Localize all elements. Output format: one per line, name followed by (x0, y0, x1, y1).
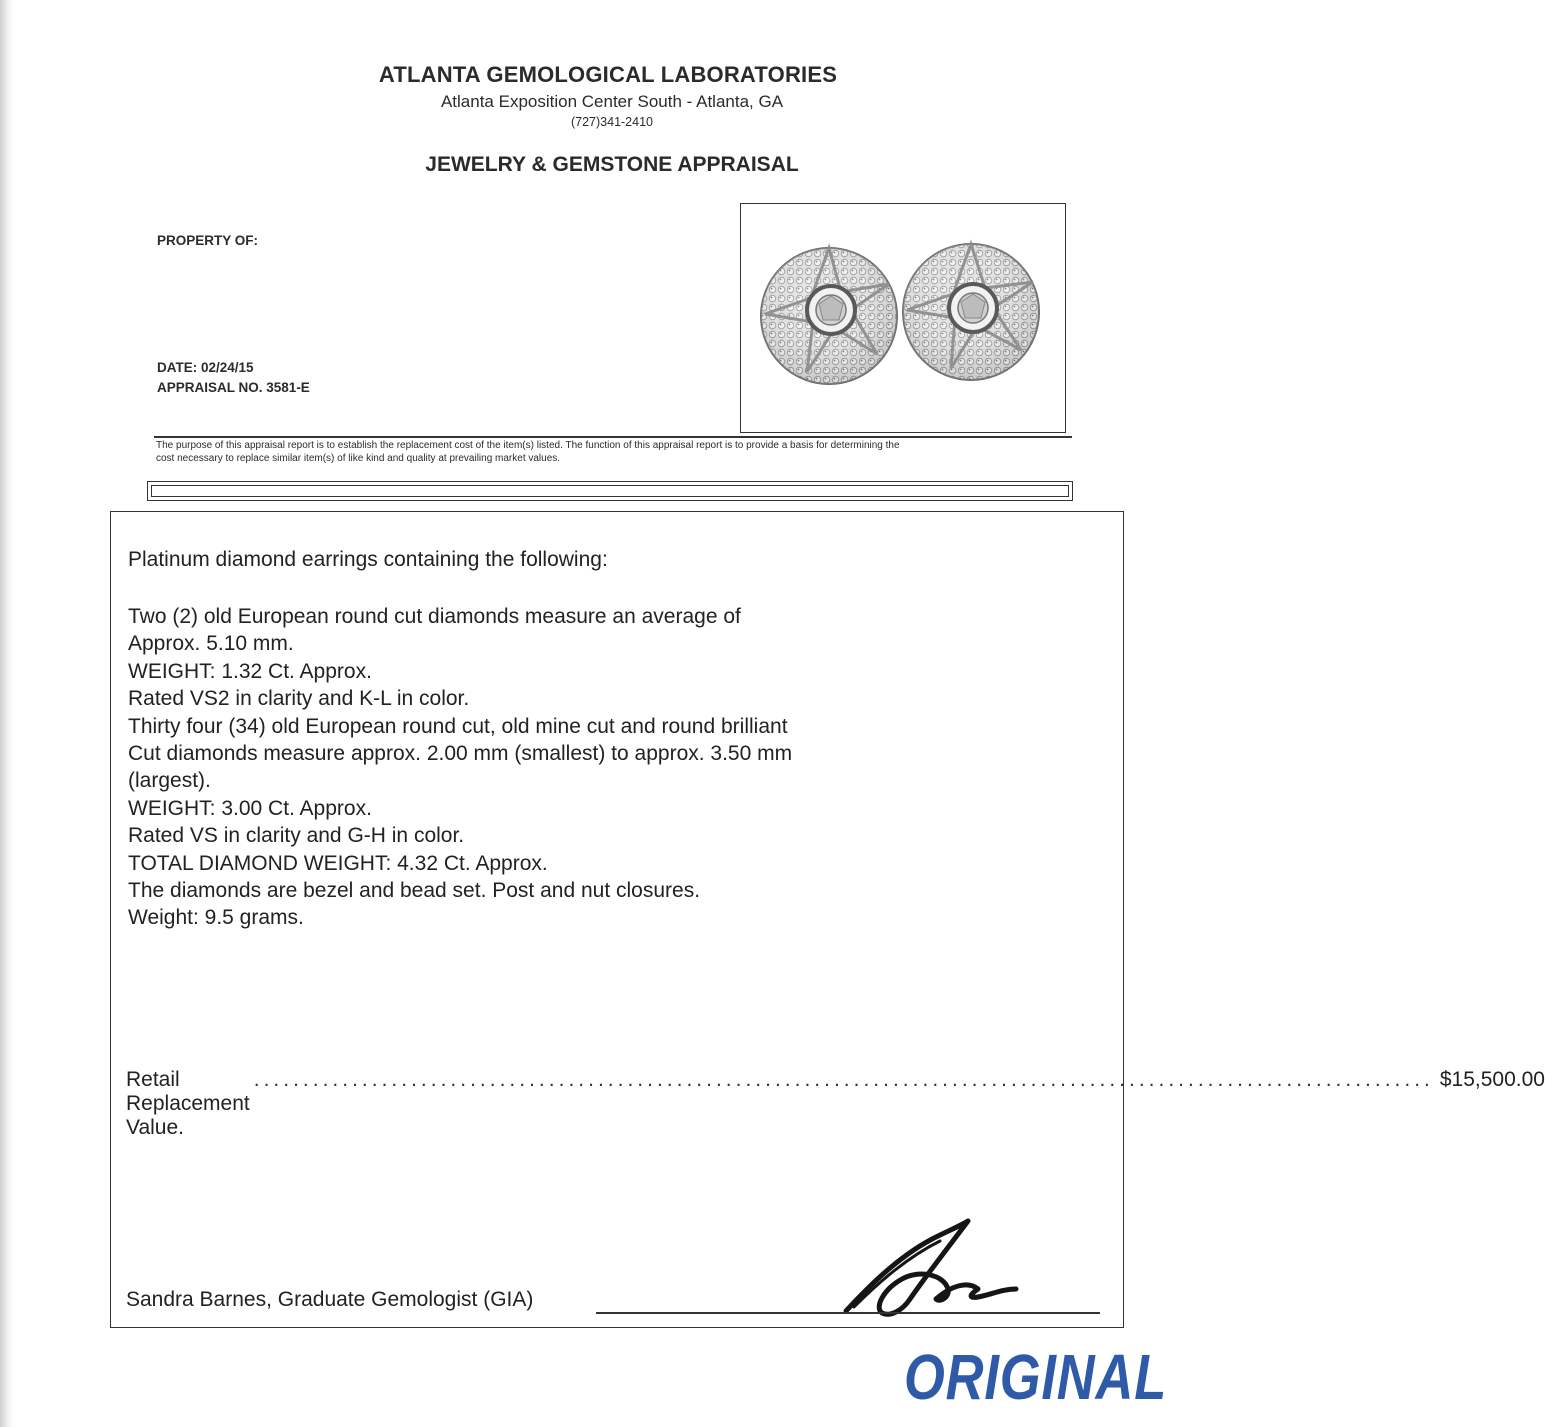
description-line: WEIGHT: 1.32 Ct. Approx. (128, 659, 372, 683)
handwritten-signature (840, 1215, 1030, 1325)
description-line: WEIGHT: 3.00 Ct. Approx. (128, 796, 372, 820)
description-line: Two (2) old European round cut diamonds measure an average of (128, 605, 741, 628)
date-row (157, 360, 254, 375)
description-intro: Platinum diamond earrings containing the following: (128, 548, 608, 571)
appraisal-number-row (157, 380, 310, 395)
description-line: Weight: 9.5 grams. (128, 906, 304, 930)
description-line: Rated VS in clarity and G-H in color. (128, 824, 465, 848)
description-line: (largest). (128, 769, 211, 793)
document-title: JEWELRY & GEMSTONE APPRAISAL (425, 153, 799, 176)
signature-line (596, 1312, 1100, 1314)
description-line: Approx. 5.10 mm. (128, 632, 294, 656)
double-rule-bar (147, 481, 1073, 501)
disclaimer (156, 440, 1066, 465)
left-earring (761, 248, 897, 384)
dot-leader: ........................................................................................................................ (253, 1068, 1434, 1091)
scan-page-edge (0, 0, 14, 1427)
appraisal-number-label: APPRAISAL NO. (157, 380, 263, 395)
description-line: TOTAL DIAMOND WEIGHT: 4.32 Ct. Approx. (128, 851, 548, 875)
disclaimer-line-1: The purpose of this appraisal report is to establish the replacement cost of the item(s) listed. The function of this appraisal report is to provide a basis for determining the (156, 440, 900, 451)
description-line: Thirty four (34) old European round cut, old mine cut and round brilliant (128, 714, 788, 738)
appraisal-number-value: 3581-E (266, 380, 310, 395)
original-stamp: ORIGINAL (904, 1341, 1168, 1413)
right-earring (903, 244, 1039, 380)
earrings-photo (740, 203, 1066, 433)
description-lines (128, 603, 908, 932)
retail-value-label: Retail Replacement Value. (126, 1068, 250, 1139)
description-line: Cut diamonds measure approx. 2.00 mm (smallest) to approx. 3.50 mm (128, 742, 793, 766)
lab-phone: (727)341-2410 (570, 115, 653, 129)
date-value: 02/24/15 (201, 360, 254, 375)
signer-name: Sandra Barnes, Graduate Gemologist (GIA) (126, 1288, 534, 1311)
lab-name: ATLANTA GEMOLOGICAL LABORATORIES (378, 62, 838, 87)
description-line: The diamonds are bezel and bead set. Post and nut closures. (128, 879, 701, 903)
retail-value-row (126, 1068, 1545, 1139)
retail-value-amount: $15,500.00 (1439, 1068, 1545, 1091)
property-of-label: PROPERTY OF: (157, 233, 259, 248)
disclaimer-rule (154, 436, 1072, 438)
description-line: Rated VS2 in clarity and K-L in color. (128, 687, 470, 711)
earrings-illustration (741, 204, 1065, 432)
lab-address: Atlanta Exposition Center South - Atlanta, GA (440, 92, 784, 111)
date-label: DATE: (157, 360, 198, 375)
disclaimer-line-2: cost necessary to replace similar item(s) of like kind and quality at prevailing market values. (156, 452, 561, 464)
